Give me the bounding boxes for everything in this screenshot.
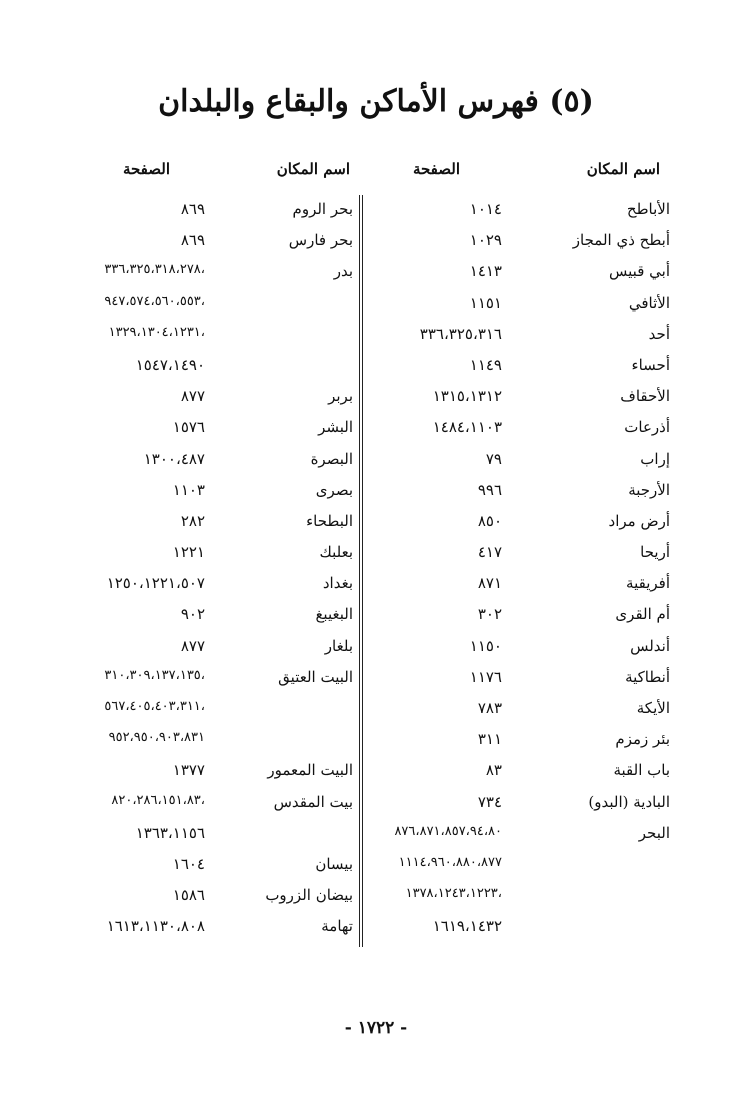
place-name: أندلس — [630, 636, 670, 655]
page-numbers: ٨٦٩ — [180, 200, 205, 218]
place-name: أحد — [648, 324, 670, 343]
index-entry — [70, 695, 355, 726]
place-name: البشر — [318, 418, 353, 437]
place-name: أريحا — [640, 543, 670, 562]
index-entry — [70, 913, 355, 944]
page-numbers: ٩٥٢،٩٥٠،٩٠٣،٨٣١ — [108, 730, 205, 746]
page-numbers: ،٣١٠،٣٠٩،١٣٧،١٣٥ — [104, 667, 205, 683]
index-entry — [70, 726, 355, 757]
page-numbers: ٢٨٢ — [180, 511, 205, 530]
place-name: بربر — [328, 387, 353, 406]
page-numbers: ٧٣٤ — [477, 792, 502, 811]
index-entry — [70, 820, 355, 851]
index-entry — [70, 757, 355, 788]
index-entry — [70, 508, 355, 539]
page-numbers: ١٦١٩،١٤٣٢ — [432, 917, 502, 936]
page-numbers: ٨٣ — [485, 761, 502, 780]
index-entry — [70, 477, 355, 508]
place-name: البطحاء — [306, 511, 353, 530]
index-entry — [370, 664, 670, 695]
page-numbers: ١٥٤٧،١٤٩٠ — [135, 355, 205, 374]
index-entry — [70, 633, 355, 664]
index-entry — [70, 664, 355, 695]
page-numbers: ١٢٢١ — [172, 543, 205, 562]
place-name: باب القبة — [613, 761, 670, 780]
place-name: الأيكة — [636, 699, 670, 717]
page-numbers: ،١٣٧٨،١٢٤٣،١٢٢٣ — [405, 886, 502, 902]
page-numbers: ١١٤٩ — [469, 355, 502, 374]
place-name: بعلبك — [319, 543, 353, 562]
place-name: الأباطح — [626, 200, 670, 218]
index-entry — [70, 446, 355, 477]
page-numbers: ٣٣٦،٣٢٥،٣١٦ — [419, 324, 502, 343]
index-entry — [370, 570, 670, 601]
index-entry — [70, 196, 355, 227]
page-numbers: ١٤١٣ — [469, 262, 502, 281]
page-numbers: ٧٩ — [485, 449, 502, 468]
place-name: بصرى — [315, 480, 353, 499]
page-numbers: ١٤٨٤،١١٠٣ — [432, 418, 502, 437]
page-numbers: ١١٧٦ — [469, 667, 502, 686]
right-name-header: اسم المكان — [586, 160, 660, 178]
index-entry — [370, 851, 670, 882]
page-numbers: ،٨٢٠،٢٨٦،١٥١،٨٣ — [111, 792, 205, 808]
page-numbers: ،٥٦٧،٤٠٥،٤٠٣،٣١١ — [104, 699, 205, 714]
page-numbers: ٣٠٢ — [477, 605, 502, 624]
page-numbers: ١٥٧٦ — [172, 418, 205, 437]
place-name: إراب — [640, 449, 670, 468]
index-entry — [70, 601, 355, 632]
place-name: الأثافي — [628, 293, 670, 312]
place-name: أنطاكية — [625, 667, 670, 686]
index-entry — [70, 414, 355, 445]
place-name: بلغار — [324, 636, 353, 655]
index-entry — [70, 258, 355, 289]
page-numbers: ١٦١٣،١١٣٠،٨٠٨ — [106, 917, 205, 936]
page-numbers: ٨٦٩ — [180, 231, 205, 250]
page-numbers: ١١٥٠ — [469, 636, 502, 655]
place-name: أبطح ذي المجاز — [572, 231, 670, 250]
page-numbers: ١٥٨٦ — [172, 886, 205, 905]
place-name: بحر الروم — [292, 200, 353, 218]
index-entry — [370, 383, 670, 414]
index-entry — [370, 321, 670, 352]
index-entry — [370, 290, 670, 321]
place-name: البادية (البدو) — [588, 792, 670, 811]
place-name: البصرة — [310, 449, 353, 468]
left-name-header: اسم المكان — [276, 160, 350, 178]
page-numbers: ١١٥١ — [469, 293, 502, 312]
place-name: بحر فارس — [288, 231, 353, 250]
page-numbers: ٨٧١ — [477, 574, 502, 593]
index-entry — [70, 539, 355, 570]
page-numbers: ١٣٧٧ — [172, 761, 205, 780]
page-numbers: ،٩٤٧،٥٧٤،٥٦٠،٥٥٣ — [104, 293, 205, 309]
page-numbers: ١٢٥٠،١٢٢١،٥٠٧ — [106, 574, 205, 593]
place-name: أم القرى — [615, 605, 670, 624]
page-numbers: ١٣١٥،١٣١٢ — [432, 387, 502, 406]
place-name: البيت العتيق — [278, 667, 353, 686]
index-entry — [70, 383, 355, 414]
page-numbers: ١٠٢٩ — [469, 231, 502, 250]
right-page-header: الصفحة — [412, 160, 460, 178]
index-entry — [370, 913, 670, 944]
index-entry — [70, 570, 355, 601]
left-column — [70, 196, 355, 945]
index-entry — [370, 601, 670, 632]
index-entry — [370, 726, 670, 757]
place-name: بدر — [333, 262, 353, 281]
page-numbers: ٧٨٣ — [477, 699, 502, 717]
place-name: البغيبغ — [315, 605, 353, 624]
place-name: البيت المعمور — [267, 761, 353, 780]
index-entry — [370, 508, 670, 539]
place-name: تهامة — [321, 917, 353, 936]
index-entry — [370, 352, 670, 383]
place-name: أبي قبيس — [609, 262, 670, 281]
place-name: البحر — [638, 823, 670, 842]
page-numbers: ٣١١ — [477, 730, 502, 749]
place-name: الأرجبة — [628, 480, 670, 499]
index-entry — [370, 446, 670, 477]
page-numbers: ١١٠٣ — [172, 480, 205, 499]
index-entry — [70, 352, 355, 383]
index-entry — [370, 539, 670, 570]
place-name: أرض مراد — [608, 511, 670, 530]
page-numbers: ١٣٠٠،٤٨٧ — [143, 449, 205, 468]
place-name: أحساء — [631, 355, 670, 374]
index-entry — [370, 258, 670, 289]
page-numbers: ٨٥٠ — [477, 511, 502, 530]
place-name: بيسان — [315, 854, 353, 873]
index-entry — [70, 851, 355, 882]
page-numbers: ٩٠٢ — [180, 605, 205, 624]
page-numbers: ٨٧٧ — [180, 387, 205, 406]
index-entry — [370, 633, 670, 664]
place-name: بيضان الزروب — [265, 886, 353, 905]
index-entry — [370, 414, 670, 445]
index-entry — [370, 789, 670, 820]
page-numbers: ١٣٦٣،١١٥٦ — [135, 823, 205, 842]
place-name: بيت المقدس — [273, 792, 353, 811]
column-divider — [359, 195, 363, 947]
index-entry — [70, 290, 355, 321]
index-entry — [70, 321, 355, 352]
page-numbers: ٨٧٧ — [180, 636, 205, 655]
place-name: بغداد — [322, 574, 353, 593]
index-entry — [370, 882, 670, 913]
page-numbers: ٩٩٦ — [477, 480, 502, 499]
place-name: أفريقية — [626, 574, 670, 593]
index-entry — [370, 477, 670, 508]
index-entry — [70, 789, 355, 820]
page-numbers: ٤١٧ — [477, 543, 502, 562]
page-title: (٥) فهرس الأماكن والبقاع والبلدان — [158, 84, 594, 119]
page-number: - ١٧٢٢ - — [344, 1018, 408, 1038]
left-page-header: الصفحة — [122, 160, 170, 178]
place-name: بئر زمزم — [615, 730, 670, 749]
index-entry — [370, 757, 670, 788]
page-numbers: ٨٧٦،٨٧١،٨٥٧،٩٤،٨٠ — [394, 823, 502, 839]
place-name: أذرعات — [624, 418, 670, 437]
place-name: الأحقاف — [620, 387, 670, 406]
index-entry — [370, 196, 670, 227]
page-numbers: ،٣٣٦،٣٢٥،٣١٨،٢٧٨ — [104, 262, 205, 278]
page-numbers: ،١٣٢٩،١٣٠٤،١٢٣١ — [108, 324, 205, 340]
page-numbers: ١١١٤،٩٦٠،٨٨٠،٨٧٧ — [398, 854, 502, 870]
page-numbers: ١٦٠٤ — [172, 854, 205, 873]
index-entry — [70, 882, 355, 913]
page-numbers: ١٠١٤ — [469, 200, 502, 218]
index-entry — [370, 820, 670, 851]
index-entry — [370, 695, 670, 726]
index-entry — [370, 227, 670, 258]
right-column — [370, 196, 670, 945]
index-entry — [70, 227, 355, 258]
